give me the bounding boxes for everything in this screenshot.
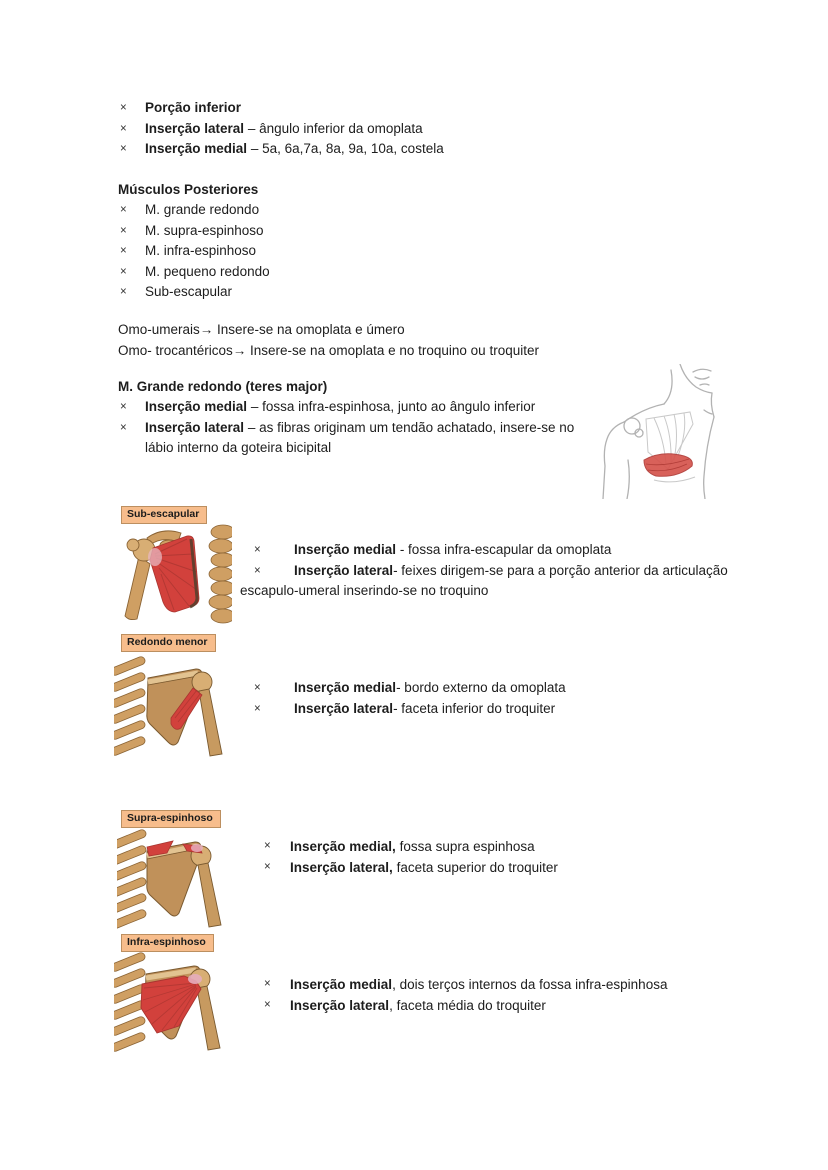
list-item [118,200,270,221]
shoulder-sketch-image [594,364,725,499]
bullet-x-icon: × [120,204,127,216]
omo-paragraph [118,319,539,361]
muscle-label-redondo-menor: Redondo menor [121,634,216,652]
infra-espinhoso-figure [114,950,232,1054]
list-item-text: M. infra-espinhoso [145,243,257,258]
section-heading-posteriores: Músculos Posteriores [118,182,259,197]
intro-list [118,98,444,160]
list-item [118,98,444,119]
subescapular-figure [117,524,232,624]
list-item-text: Inserção lateral – ângulo inferior da omoplata [145,120,423,136]
list-item [240,974,667,995]
bullet-x-icon: × [120,122,127,135]
list-item-text: Inserção medial, dois terços internos da fossa infra-espinhosa [290,977,668,992]
continuation-line: escapulo-umeral inserindo-se no troquino [240,583,489,598]
infraspinatus-anatomy-image [114,950,232,1054]
redondo-menor-figure [114,652,233,762]
bullet-x-icon: × [264,861,271,873]
list-item-text: Sub-escapular [145,284,233,299]
list-item [118,241,270,262]
bullet-x-icon: × [254,702,261,715]
list-item [118,221,270,242]
list-item-text: Inserção lateral, faceta superior do troquiter [290,860,558,875]
list-item [118,282,270,303]
list-item-text: Inserção lateral – as fibras originam um tendão achatado, insere-se no lábio interno da goteira bicipital [145,419,575,455]
bullet-x-icon: × [254,564,261,577]
grande-redondo-list [118,397,597,459]
list-item [240,678,566,699]
list-item [240,836,558,857]
section-heading-grande-redondo: M. Grande redondo (teres major) [118,379,328,394]
supra-espinhoso-text [240,836,558,878]
bullet-x-icon: × [120,286,127,298]
bullet-x-icon: × [264,978,271,990]
bullet-x-icon: × [264,840,271,852]
muscle-label-subescapular: Sub-escapular [121,506,207,524]
list-item-text: Inserção medial - fossa infra-escapular da omoplata [294,542,612,557]
list-item-text: M. grande redondo [145,202,260,217]
bullet-x-icon: × [120,102,127,114]
posteriores-list [118,200,270,303]
list-item [240,540,728,561]
infra-espinhoso-text [240,974,667,1016]
supraspinatus-anatomy-image [117,827,230,932]
list-item-text: Inserção lateral, faceta média do troquiter [290,998,546,1013]
bullet-x-icon: × [120,401,127,413]
list-item-text: M. pequeno redondo [145,263,270,279]
omo-trocantericos-line: Omo- trocantéricos→ Insere-se na omoplata e no troquino ou troquiter [118,343,539,358]
list-item-text: Inserção medial, fossa supra espinhosa [290,839,535,854]
list-item-text: Inserção medial – fossa infra-espinhosa, junto ao ângulo inferior [145,399,536,414]
teres-minor-anatomy-image [114,652,233,762]
list-item-text: Inserção medial- bordo externo da omoplata [294,680,566,695]
list-item-text: Inserção lateral- feixes dirigem-se para a porção anterior da articulação [294,562,728,578]
redondo-menor-text [240,678,566,719]
teres-major-sketch-figure [594,364,725,499]
list-item-text: Inserção lateral- faceta inferior do troquiter [294,700,556,716]
subescapular-text [240,540,728,602]
bullet-x-icon: × [264,999,271,1011]
list-item [118,119,444,140]
bullet-x-icon: × [254,682,261,694]
subscapularis-anatomy-image [117,524,232,624]
list-item [240,857,558,878]
bullet-x-icon: × [254,544,261,556]
supra-espinhoso-figure [117,827,230,932]
list-item-text: M. supra-espinhoso [145,222,264,238]
muscle-label-supra-espinhoso: Supra-espinhoso [121,810,221,828]
bullet-x-icon: × [120,143,127,155]
muscle-label-infra-espinhoso: Infra-espinhoso [121,934,214,952]
bullet-x-icon: × [120,421,127,434]
bullet-x-icon: × [120,245,127,257]
list-item-text: Porção inferior [145,100,242,115]
list-item [240,699,566,720]
list-item [118,262,270,283]
list-item [118,139,444,160]
list-item-text: Inserção medial – 5a, 6a,7a, 8a, 9a, 10a, costela [145,141,444,156]
infraspinatus-muscle-shape [141,976,201,1033]
bullet-x-icon: × [120,265,127,278]
list-item [118,397,597,418]
bullet-x-icon: × [120,224,127,237]
list-item [118,418,597,459]
list-item [240,561,728,582]
omo-umerais-line: Omo-umerais→ Insere-se na omoplata e úmero [118,322,405,337]
list-item [240,995,667,1016]
